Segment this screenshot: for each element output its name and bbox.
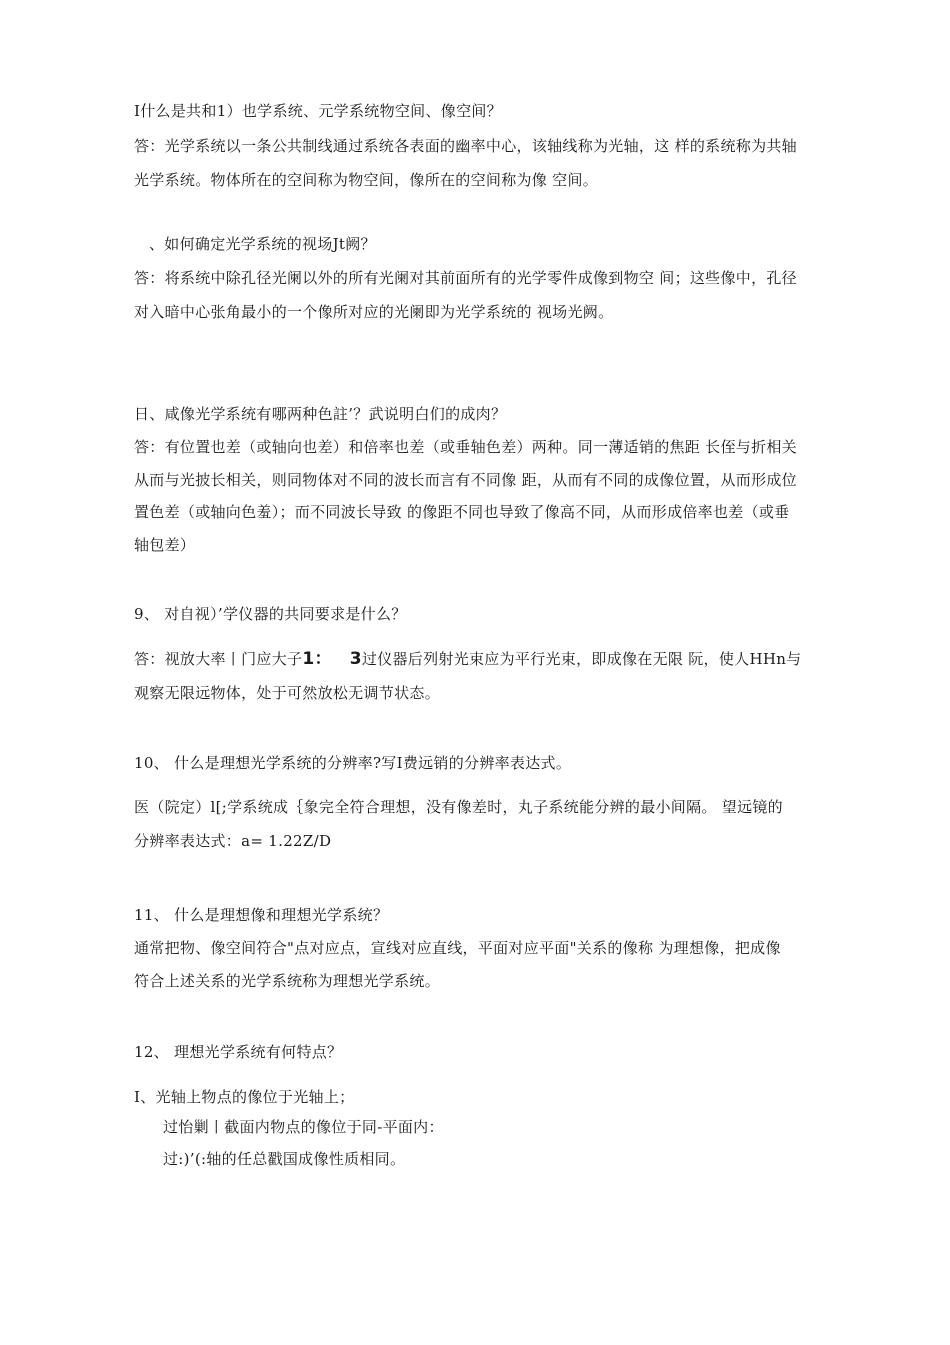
q12-item-3: 过:)’(:轴的任总戳国成像性质相同。 — [163, 1150, 406, 1168]
q3-answer-line-3: 置色差（或轴向色羞）；而不同波长导致 的像距不同也导致了像高不同，从而形成倍率也差（或垂 — [134, 503, 790, 521]
q9-answer-bold-1: 1： — [302, 649, 332, 669]
q11-question: 11、 什么是理想像和理想光学系统？ — [134, 906, 389, 924]
q10-answer-line-1: 医（院定）l[;学系统成｛象完全符合理想，没有像差时，丸子系统能分辨的最小间隔。 望远镜的 — [134, 798, 783, 816]
q1-question: I什么是共和1）也学系统、元学系统物空间、像空间？ — [134, 102, 502, 120]
q9-answer-line-2: 观察无限远物体，处于可然放松无调节状态。 — [134, 684, 441, 702]
q12-question: 12、 理想光学系统有何特点？ — [134, 1043, 343, 1061]
q9-answer-line-1 — [134, 649, 801, 669]
q3-answer-line-1: 答：有位置也差（或轴向也差）和倍率也差（或垂轴色差）两种。同一薄适销的焦距 长侄与折相关 — [134, 438, 797, 456]
q12-item-1: I、光轴上物点的像位于光轴上； — [134, 1088, 355, 1106]
q9-answer-pre: 答：视放大率丨门应大子 — [134, 650, 303, 668]
q3-question: 日、咸像光学系统有哪两种色註’？武说明白们的成肉？ — [134, 405, 507, 423]
q9-answer-bold-2: 3 — [349, 649, 362, 669]
q2-answer-line-1: 答：将系统中除孔径光阑以外的所有光阑对其前面所有的光学零件成像到物空 间；这些像中，孔径 — [134, 269, 797, 287]
q10-question: 10、 什么是理想光学系统的分辨率?写I费远销的分辨率表达式。 — [134, 754, 572, 772]
q10-answer-line-2: 分辨率表达式：a= 1.22Z/D — [134, 832, 332, 850]
q3-answer-line-2: 从而与光披长相关，则同物体对不同的波长而言有不同像 距，从而有不同的成像位置，从而形成位 — [134, 471, 797, 489]
q2-question: 、如何确定光学系统的视场Jt阙？ — [149, 235, 376, 253]
q11-answer-line-1: 通常把物、像空间符合"点对应点，宣线对应直线，平面对应平面"关系的像称 为理想像，把成像 — [134, 939, 781, 957]
q9-question: 9、 对自视）’学仪器的共同要求是什么？ — [134, 605, 407, 623]
q12-item-2: 过怡剿丨截面内物点的像位于同-平面内： — [163, 1118, 444, 1136]
q1-answer-line-1: 答：光学系统以一条公共制线通过系统各表面的幽率中心，该轴线称为光轴，这 样的系统称为共轴 — [134, 137, 797, 155]
q2-answer-line-2: 对入暗中心张角最小的一个像所对应的光阑即为光学系统的 视场光阙。 — [134, 303, 614, 321]
q1-answer-line-2: 光学系统。物体所在的空间称为物空间，像所在的空间称为像 空间。 — [134, 171, 599, 189]
q11-answer-line-2: 符合上述关系的光学系统称为理想光学系统。 — [134, 972, 441, 990]
q3-answer-line-4: 轴包差） — [134, 536, 196, 554]
q9-answer-post: 过仪器后列射光束应为平行光束，即成像在无限 阮，使人HHn与 — [361, 650, 802, 668]
